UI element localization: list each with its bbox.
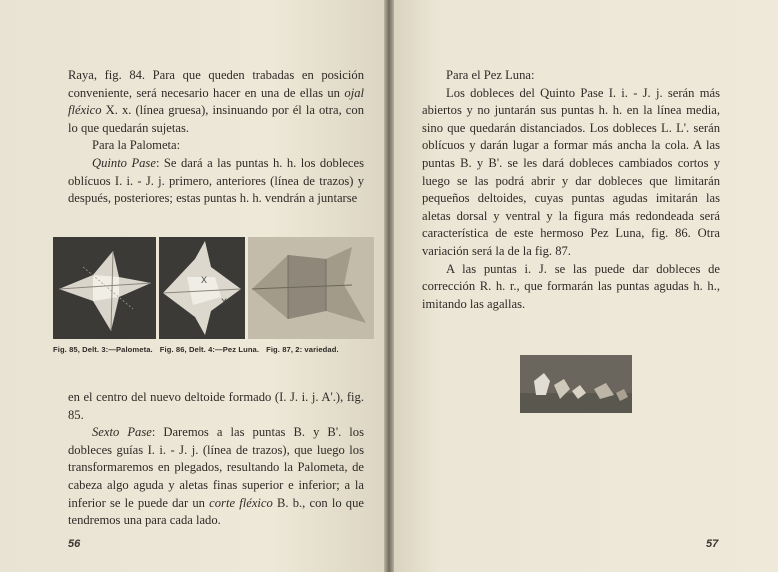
- figure-86-photo: [159, 237, 245, 339]
- right-paragraph-2: A las puntas i. J. se las puede dar dobleces de corrección R. h. r., que formarán las puntas agudas h. h., imitando las agallas.: [422, 261, 720, 311]
- quinto-pase-paragraph: [68, 155, 364, 208]
- caption-fig-85: Fig. 85, Delt. 3:—Palometa.: [53, 345, 153, 354]
- caption-fig-87: Fig. 87, 2: variedad.: [266, 345, 339, 354]
- svg-text:X: X: [201, 275, 208, 285]
- palometa-heading: Para la Palometa:: [92, 138, 181, 153]
- book-gutter: [384, 0, 394, 572]
- figure-87-photo: [248, 237, 374, 339]
- right-paragraph-1: Los dobleces del Quinto Pase I. i. - J. j. serán más abiertos y no juntarán sus puntas h. h. en la línea media, sino que quedarán distanciados. Los dobleces L. L'. serán oblícuos y darán lugar a formar más ancha la cola. A las puntas B. y B'. se les dará dobleces cambiados cortos y luego se las podrá abrir y dar dobleces que limitarán pequeños deltoides, cuyas puntas agudas imitarán las aletas dorsal y ventral y la figura más redondeada será característica de este hermoso Pez Luna, fig. 86. Otra variación será la de la fig. 87.: [422, 85, 720, 258]
- sexto-pase-text: : Daremos a las puntas B. y B'. los dobleces guías I. i. - J. j. (línea de trazos), que luego los transformaremos en plegados, resultando la Palometa, de cabeza algo aguda y aletas finas superior e inferior; a la inferior se le puede dar un: [68, 425, 365, 510]
- svg-text:X: X: [221, 297, 228, 307]
- left-top-text: [68, 67, 364, 208]
- figure-strip: [53, 237, 374, 339]
- continuation-paragraph: en el centro del nuevo deltoide formado (I. J. i. j. A'.), fig. 85.: [68, 390, 364, 422]
- figures-caption: [53, 345, 383, 354]
- sexto-pase-label: Sexto Pase: [92, 425, 152, 440]
- sexto-pase-end: B. b., con lo que tendremos una para cada lado.: [68, 495, 364, 528]
- quinto-pase-label: Quinto Pase: [92, 155, 156, 170]
- sexto-pase-paragraph: [68, 424, 364, 530]
- left-para1-end: X. x. (línea gruesa), insinuando por él la otra, con lo que quedarán sujetas.: [68, 103, 364, 135]
- page-number-right: 57: [706, 538, 719, 550]
- figure-85-photo: [53, 237, 156, 339]
- right-top-text: [422, 67, 720, 313]
- left-para1-italic: ojal fléxico: [68, 85, 364, 118]
- caption-fig-86: Fig. 86, Delt. 4:—Pez Luna.: [159, 345, 260, 354]
- sexto-pase-italic: corte fléxico: [209, 495, 273, 510]
- small-photo: [520, 355, 632, 413]
- left-bottom-text: [68, 389, 364, 530]
- left-para1-text: Raya, fig. 84. Para que queden trabadas en posición conveniente, será necesario hacer en una de ellas un: [68, 68, 364, 100]
- pez-luna-heading: Para el Pez Luna:: [446, 68, 535, 82]
- page-number-left: 56: [68, 538, 81, 550]
- quinto-pase-text: : Se dará a las puntas h. h. los dobleces oblícuos I. i. - J. j. primero, anteriores (línea de trazos) y después, posteriores; estas puntas h. h. vendrán a juntarse: [68, 155, 364, 206]
- left-paragraph-1: [68, 67, 364, 137]
